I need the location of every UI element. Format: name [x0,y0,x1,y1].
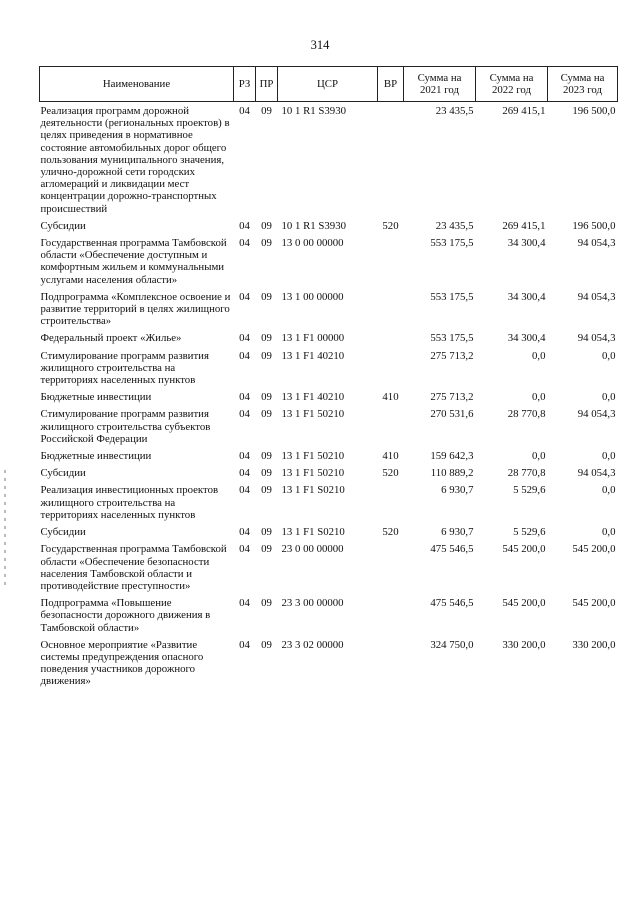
cell-csr: 13 1 F1 50210 [281,408,345,421]
cell-vr [378,484,404,526]
cell-pr: 09 [261,237,272,250]
cell-vr [378,350,404,392]
cell-vr [378,408,404,450]
cell-vr [378,237,404,291]
cell-rz: 04 [239,391,250,404]
cell-vr: 520 [382,526,399,539]
header-rz: РЗ [234,67,256,102]
cell-vr: 410 [382,391,399,404]
cell-rz: 04 [239,543,250,556]
cell-pr: 09 [261,484,272,497]
cell-pr: 09 [261,391,272,404]
cell-name: Государственная программа Тамбовской области «Обеспечение безопасности населения Тамбовской области и противодействие преступности» [40,543,227,592]
cell-sum-2022: 28 770,8 [507,408,546,421]
cell-name: Стимулирование программ развития жилищного строительства субъектов Российской Федерации [40,408,211,445]
cell-sum-2023: 0,0 [602,484,616,497]
cell-name: Федеральный проект «Жилье» [40,332,182,345]
cell-sum-2023: 330 200,0 [572,638,616,651]
cell-sum-2021: 324 750,0 [430,638,474,651]
cell-sum-2021: 6 930,7 [441,526,474,539]
cell-sum-2023: 94 054,3 [577,467,616,480]
cell-sum-2022: 28 770,8 [507,467,546,480]
cell-rz: 04 [239,450,250,463]
cell-vr [378,597,404,639]
header-pr: ПР [256,67,278,102]
cell-sum-2022: 545 200,0 [502,543,546,556]
cell-sum-2023: 94 054,3 [577,332,616,345]
cell-sum-2022: 0,0 [532,450,546,463]
cell-vr: 410 [382,450,399,463]
cell-sum-2021: 275 713,2 [430,349,474,362]
cell-vr [378,543,404,597]
cell-name: Подпрограмма «Повышение безопасности дорожного движения в Тамбовской области» [40,597,211,634]
cell-sum-2022: 269 415,1 [502,219,546,232]
cell-sum-2023: 0,0 [602,391,616,404]
cell-rz: 04 [239,467,250,480]
cell-pr: 09 [261,597,272,610]
cell-csr: 10 1 R1 S3930 [281,105,346,117]
cell-sum-2022: 34 300,4 [507,332,546,345]
cell-rz: 04 [239,237,250,250]
cell-sum-2021: 6 930,7 [441,484,474,497]
table-row [40,291,618,333]
cell-rz: 04 [239,484,250,497]
cell-csr: 23 3 00 00000 [281,597,344,610]
cell-sum-2022: 5 529,6 [513,526,546,539]
header-sum-2023: Сумма на 2023 год [548,67,618,102]
cell-sum-2022: 330 200,0 [502,638,546,651]
table-row [40,408,618,450]
cell-sum-2021: 553 175,5 [430,290,474,303]
cell-sum-2021: 275 713,2 [430,391,474,404]
header-name: Наименование [40,67,234,102]
table-row [40,332,618,349]
cell-vr [378,639,404,693]
header-sum-2022: Сумма на 2022 год [476,67,548,102]
cell-csr: 13 1 F1 50210 [281,450,345,463]
table-row [40,543,618,597]
table-row [40,237,618,291]
cell-sum-2022: 0,0 [532,349,546,362]
cell-pr: 09 [261,332,272,345]
cell-name: Государственная программа Тамбовской области «Обеспечение доступным и комфортным жильем и коммунальными услугами населения области» [40,237,227,286]
cell-sum-2023: 196 500,0 [572,219,616,232]
header-vr: ВР [378,67,404,102]
cell-sum-2023: 545 200,0 [572,543,616,556]
cell-pr: 09 [261,408,272,421]
table-row [40,350,618,392]
cell-name: Субсидии [40,526,86,539]
cell-sum-2022: 269 415,1 [502,105,546,117]
cell-sum-2021: 475 546,5 [430,543,474,556]
cell-name: Бюджетные инвестиции [40,450,152,463]
cell-sum-2021: 23 435,5 [435,219,474,232]
cell-sum-2023: 94 054,3 [577,290,616,303]
table-header [40,67,618,102]
cell-csr: 13 1 F1 40210 [281,349,345,362]
table-row [40,639,618,693]
cell-sum-2021: 553 175,5 [430,332,474,345]
cell-sum-2023: 545 200,0 [572,597,616,610]
cell-rz: 04 [239,349,250,362]
cell-sum-2023: 196 500,0 [572,105,616,117]
cell-rz: 04 [239,290,250,303]
cell-sum-2021: 110 889,2 [430,467,474,480]
cell-sum-2021: 270 531,6 [430,408,474,421]
budget-table [39,66,618,693]
cell-csr: 13 1 F1 50210 [281,467,345,480]
cell-sum-2023: 0,0 [602,349,616,362]
cell-sum-2023: 0,0 [602,450,616,463]
cell-name: Подпрограмма «Комплексное освоение и развитие территорий в целях жилищного строительства» [40,290,231,328]
cell-vr: 520 [382,219,399,232]
cell-pr: 09 [261,526,272,539]
cell-pr: 09 [261,290,272,303]
cell-rz: 04 [239,526,250,539]
table-row [40,484,618,526]
table-row [40,220,618,237]
cell-name: Субсидии [40,467,86,480]
cell-csr: 10 1 R1 S3930 [281,219,346,232]
cell-name: Основное мероприятие «Развитие системы предупреждения опасного поведения участников дорожного движения» [40,638,204,688]
cell-sum-2022: 5 529,6 [513,484,546,497]
cell-csr: 13 1 00 00000 [281,290,344,303]
cell-name: Бюджетные инвестиции [40,391,152,404]
cell-rz: 04 [239,332,250,345]
cell-pr: 09 [261,638,272,651]
cell-sum-2021: 159 642,3 [430,450,474,463]
cell-sum-2022: 34 300,4 [507,237,546,250]
header-csr: ЦСР [278,67,378,102]
cell-name: Реализация программ дорожной деятельности (региональных проектов) в целях приведения в нормативное состояние автомобильных дорог общего пользования муниципального значения, улично-дорожной сети городских агломераций и ликвидации мест концентрации дорожно-транспортных происшествий [40,105,230,215]
cell-sum-2022: 34 300,4 [507,290,546,303]
table-row [40,526,618,543]
cell-pr: 09 [261,467,272,480]
table-body [40,102,618,693]
cell-sum-2023: 94 054,3 [577,237,616,250]
cell-pr: 09 [261,219,272,232]
cell-vr [378,291,404,333]
cell-rz: 04 [239,638,250,651]
cell-csr: 23 3 02 00000 [281,638,344,651]
cell-rz: 04 [239,105,250,117]
cell-csr: 13 1 F1 40210 [281,391,345,404]
table-row [40,102,618,220]
table-row [40,450,618,467]
cell-vr: 520 [382,467,399,480]
cell-sum-2022: 0,0 [532,391,546,404]
cell-csr: 13 1 F1 S0210 [281,484,345,497]
cell-rz: 04 [239,219,250,232]
margin-scan-mark [4,470,6,590]
cell-sum-2022: 545 200,0 [502,597,546,610]
cell-name: Реализация инвестиционных проектов жилищного строительства на территориях населенных пунктов [40,484,219,521]
cell-sum-2023: 0,0 [602,526,616,539]
table-row [40,597,618,639]
header-sum-2021: Сумма на 2021 год [404,67,476,102]
cell-pr: 09 [261,543,272,556]
cell-vr [378,332,404,349]
table-row [40,391,618,408]
cell-name: Стимулирование программ развития жилищного строительства на территориях населенных пунктов [40,349,209,387]
cell-name: Субсидии [40,219,86,232]
page-number: 314 [310,38,330,52]
cell-rz: 04 [239,408,250,421]
cell-csr: 13 1 F1 S0210 [281,526,345,539]
cell-csr: 13 0 00 00000 [281,237,344,250]
cell-pr: 09 [261,105,272,117]
cell-vr [378,102,404,220]
cell-csr: 13 1 F1 00000 [281,332,345,345]
cell-pr: 09 [261,349,272,362]
cell-csr: 23 0 00 00000 [281,543,344,556]
cell-pr: 09 [261,450,272,463]
cell-sum-2021: 475 546,5 [430,597,474,610]
table-row [40,467,618,484]
cell-sum-2023: 94 054,3 [577,408,616,421]
cell-sum-2021: 23 435,5 [435,105,474,117]
cell-rz: 04 [239,597,250,610]
cell-sum-2021: 553 175,5 [430,237,474,250]
